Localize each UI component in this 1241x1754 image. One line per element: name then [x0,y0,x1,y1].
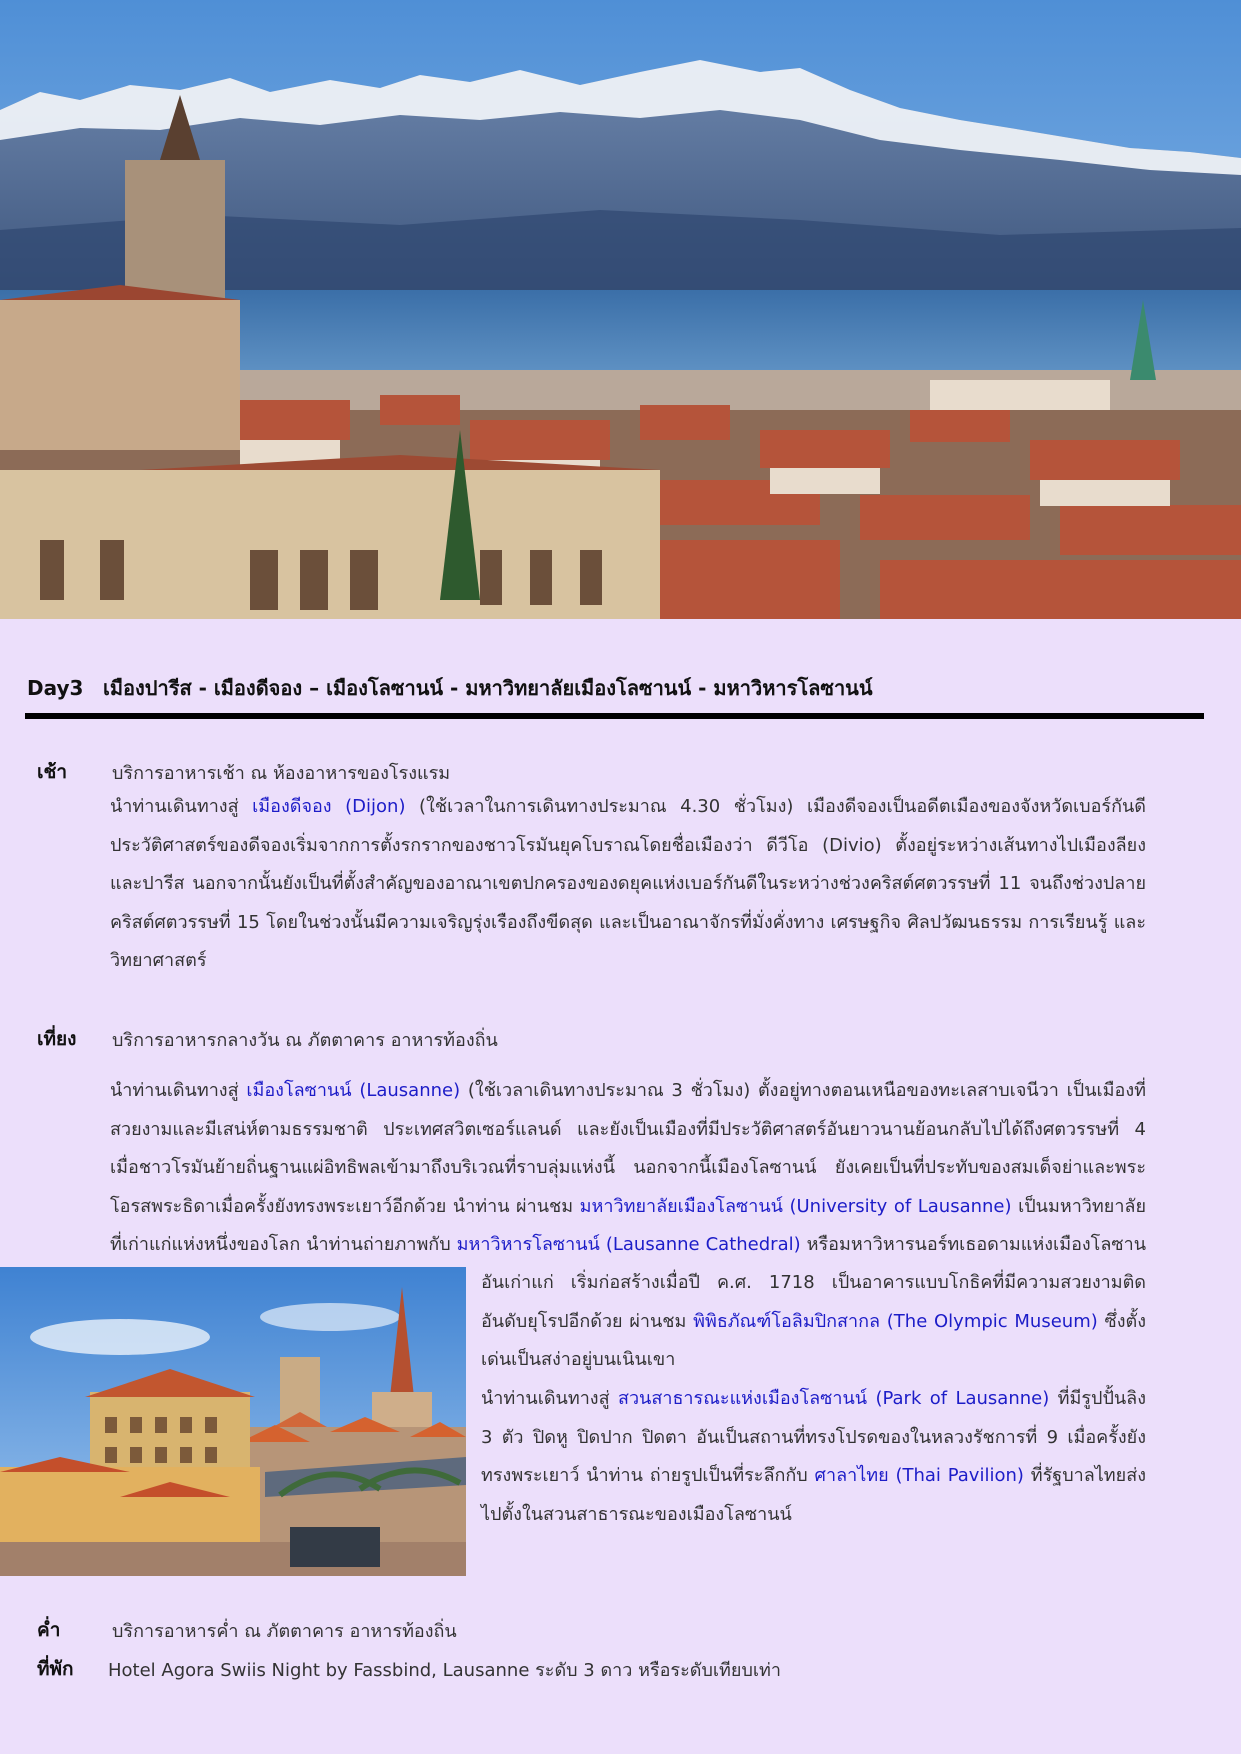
hero-photo [0,0,1241,619]
olympic-museum-description: ซึ่งตั้งเด่นเป็นสง่าอยู่บนเนินเขา [481,1310,1146,1370]
thai-pavilion-place: ศาลาไทย (Thai Pavilion) [814,1465,1024,1486]
day-route: เมืองปารีส - เมืองดีจอง – เมืองโลซานน์ - มหาวิทยาลัยเมืองโลซานน์ - มหาวิหารโลซานน์ [103,676,873,700]
dijon-paragraph [110,788,1146,981]
olympic-paragraph [481,1264,1146,1380]
lunch-text: บริการอาหารกลางวัน ณ ภัตตาคาร อาหารท้องถิ่น [112,1030,498,1051]
cathedral-place: มหาวิหารโลซานน์ (Lausanne Cathedral) [456,1234,801,1255]
lausanne-photo [0,1267,466,1576]
title-divider [25,713,1204,719]
stay-label: ที่พัก [37,1658,74,1680]
park-paragraph [481,1380,1146,1534]
day-label: Day3 [27,676,84,700]
thai-pavilion-description: ที่รัฐบาลไทยส่งไปตั้งในสวนสาธารณะของเมืองโลซานน์ [481,1465,1146,1525]
stay-text: Hotel Agora Swiis Night by Fassbind, Lausanne ระดับ 3 ดาว หรือระดับเทียบเท่า [108,1660,781,1681]
dijon-description: (ใช้เวลาในการเดินทางประมาณ 4.30 ชั่วโมง) เมืองดีจองเป็นอดีตเมืองของจังหวัดเบอร์กันดี ประวัติศาสตร์ของดีจองเริ่มจากการตั้งรกรากของชาวโรมันยุคโบราณโดยชื่อเมืองว่า ดีวีโอ (Divio) ตั้งอยู่ระหว่างเส้นทางไปเมืองลียง และปารีส นอกจากนั้นยังเป็นที่ตั้งสำคัญของอาณาเขตปกครองของดยุคแห่งเบอร์กันดีในระหว่างช่วงคริสต์ศตวรรษที่ 11 จนถึงช่วงปลายคริสต์ศตวรรษที่ 15 โดยในช่วงนั้นมีความเจริญรุ่งเรืองถึงขีดสุด และเป็นอาณาจักรที่มั่งคั่งทาง เศรษฐกิจ ศิลปวัฒนธรรม การเรียนรู้ และวิทยาศาสตร์ [110,796,1146,971]
park-description: ที่มีรูปปั้นลิง 3 ตัว ปิดหู ปิดปาก ปิดตา อันเป็นสถานที่ทรงโปรดของในหลวงรัชการที่ 9 เมื่อครั้งยังทรงพระเยาว์ นำท่าน ถ่ายรูปเป็นที่ระลึกกับ [481,1388,1146,1486]
lausanne-description: (ใช้เวลาเดินทางประมาณ 3 ชั่วโมง) ตั้งอยู่ทางตอนเหนือของทะเลสาบเจนีวา เป็นเมืองที่สวยงามและมีเสน่ห์ตามธรรมชาติ ประเทศสวิตเซอร์แลนด์ และยังเป็นเมืองที่มีประวัติศาสตร์อันยาวนานย้อนกลับไปได้ถึงศตวรรษที่ 4 เมื่อชาวโรมันย้ายถิ่นฐานแผ่อิทธิพลเข้ามาถึงบริเวณที่ราบลุ่มแห่งนี้ นอกจากนี้เมืองโลซานน์ ยังเคยเป็นที่ประทับของสมเด็จย่าและพระโอรสพระธิดาเมื่อครั้งยังทรงพระเยาว์อีกด้วย นำท่าน ผ่านชม [110,1080,1146,1217]
lausanne-place: เมืองโลซานน์ (Lausanne) [246,1080,461,1101]
dinner-text: บริการอาหารค่ำ ณ ภัตตาคาร อาหารท้องถิ่น [112,1621,457,1642]
university-description: เป็นมหาวิทยาลัยที่เก่าแก่แห่งหนึ่งของโลก นำท่านถ่ายภาพกับ [110,1195,1146,1255]
day-title [27,672,1207,704]
breakfast-label: เช้า [37,761,68,783]
lausanne-intro: นำท่านเดินทางสู่ [110,1080,247,1101]
lunch-label: เที่ยง [37,1028,77,1050]
hero-illustration [0,0,1241,619]
park-intro: นำท่านเดินทางสู่ [481,1388,618,1409]
olympic-museum-place: พิพิธภัณฑ์โอลิมปิกสากล (The Olympic Museum) [693,1310,1098,1332]
cathedral-description: หรือมหาวิหารนอร์ทเธอดามแห่งเมืองโลซาน [806,1234,1146,1255]
lausanne-illustration [0,1267,466,1576]
dijon-intro: นำท่านเดินทางสู่ [110,796,253,817]
dinner-label: ค่ำ [37,1619,61,1641]
dijon-place: เมืองดีจอง (Dijon) [252,796,406,817]
park-place: สวนสาธารณะแห่งเมืองโลซานน์ (Park of Lausanne) [617,1388,1050,1409]
cathedral-history: อันเก่าแก่ เริ่มก่อสร้างเมื่อปี ค.ศ. 1718 เป็นอาคารแบบโกธิคที่มีความสวยงามติดอันดับยุโรปอีกด้วย ผ่านชม [481,1272,1146,1332]
breakfast-text: บริการอาหารเช้า ณ ห้องอาหารของโรงแรม [112,763,451,784]
university-place: มหาวิทยาลัยเมืองโลซานน์ (University of Lausanne) [579,1195,1012,1217]
